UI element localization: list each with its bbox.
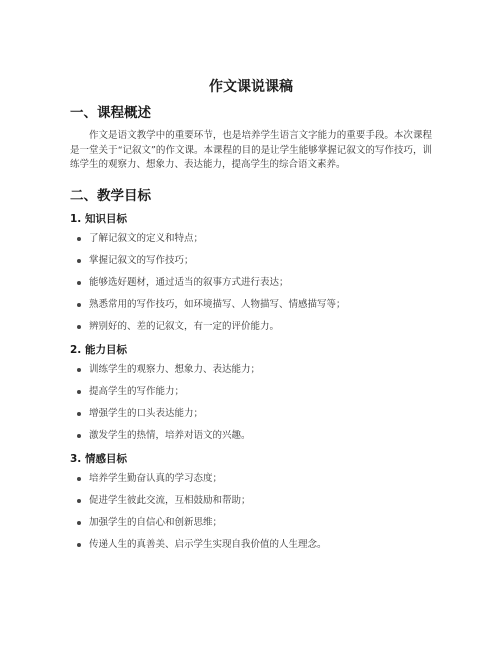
knowledge-goals-list [70,232,432,334]
bullet-icon [77,543,81,547]
list-item: 了解记叙文的定义和特点； [70,232,432,246]
document-title: 作文课说课稿 [209,79,293,95]
list-item: 促进学生彼此交流，互相鼓励和帮助； [70,494,432,508]
subsection-heading-emotion: 3. 情感目标 [70,452,127,465]
list-item: 加强学生的自信心和创新思维； [70,516,432,530]
list-item: 训练学生的观察力、想象力、表达能力； [70,363,432,377]
bullet-icon [77,281,81,285]
emotion-goals-list [70,472,432,552]
section-heading-overview: 一、课程概述 [70,105,151,121]
list-item: 激发学生的热情，培养对语文的兴趣。 [70,429,432,443]
bullet-icon [77,412,81,416]
ability-goals-list [70,363,432,443]
bullet-icon [77,259,81,263]
list-item: 培养学生勤奋认真的学习态度； [70,472,432,486]
list-item: 熟悉常用的写作技巧，如环境描写、人物描写、情感描写等； [70,298,432,312]
list-item: 辨别好的、差的记叙文，有一定的评价能力。 [70,320,432,334]
bullet-icon [77,325,81,329]
bullet-icon [77,499,81,503]
list-item: 掌握记叙文的写作技巧； [70,254,432,268]
bullet-icon [77,434,81,438]
bullet-icon [77,390,81,394]
section-heading-goals: 二、教学目标 [70,187,151,204]
subsection-heading-ability: 2. 能力目标 [70,343,127,356]
bullet-icon [77,237,81,241]
bullet-icon [77,521,81,525]
list-item: 增强学生的口头表达能力； [70,407,432,421]
subsection-heading-knowledge: 1. 知识目标 [70,212,127,225]
list-item: 提高学生的写作能力； [70,385,432,399]
bullet-icon [77,303,81,307]
bullet-icon [77,368,81,372]
bullet-icon [77,477,81,481]
overview-paragraph: 作文是语文教学中的重要环节，也是培养学生语言文字能力的重要手段。本次课程是一堂关于“记叙文”的作文课。本课程的目的是让学生能够掌握记叙文的写作技巧，训练学生的观察力、想象力、表达能力，提高学生的综合语文素养。 [70,130,432,170]
list-item: 能够选好题材，通过适当的叙事方式进行表达； [70,276,432,290]
list-item: 传递人生的真善美、启示学生实现自我价值的人生理念。 [70,538,432,552]
